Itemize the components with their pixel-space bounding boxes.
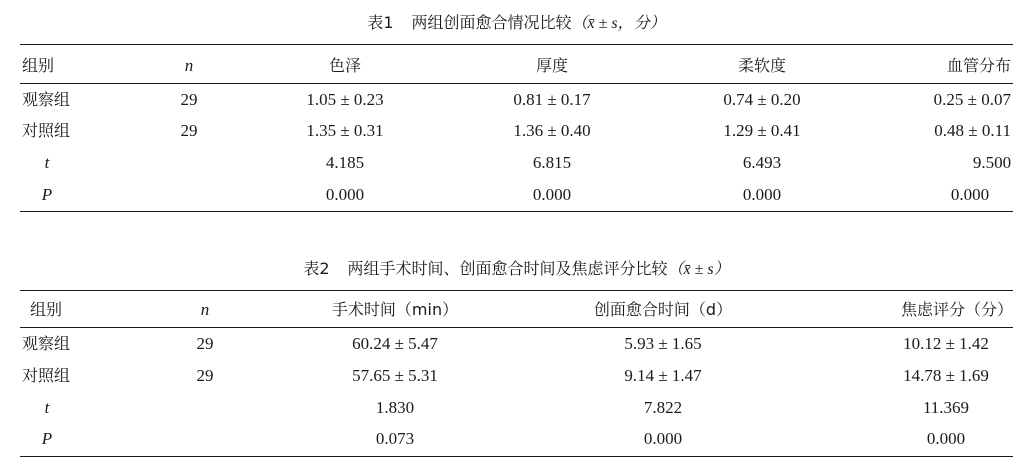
table1-title: 两组创面愈合情况比较 (411, 13, 572, 32)
table1-row-softness: 0.000 (742, 185, 782, 204)
table1-row-color: 1.35 ± 0.31 (306, 121, 384, 140)
table2-row-surgery: 60.24 ± 5.47 (352, 334, 438, 353)
table2-stat: （x̄ ± s） (667, 261, 730, 278)
table2-row-healing: 9.14 ± 1.47 (624, 366, 702, 385)
table2-row-healing: 7.822 (643, 398, 683, 417)
table1-header-group: 组别 (22, 56, 55, 75)
table1-header-softness: 柔软度 (737, 56, 787, 75)
table1-row (0, 84, 1033, 116)
table2-header-group: 组别 (30, 300, 63, 319)
table1-bottom-rule (20, 211, 1013, 212)
table2-row (0, 423, 1033, 455)
table2-row-anxiety: 0.000 (926, 429, 966, 448)
table2-row-surgery: 0.073 (375, 429, 415, 448)
table2-header-row (0, 294, 1033, 326)
table1-row-softness: 6.493 (742, 153, 782, 172)
table1-stat: （x̄ ± s，分） (571, 15, 666, 32)
table1-row-group: 对照组 (22, 121, 71, 140)
table1-row-color: 0.000 (325, 185, 365, 204)
table1-row (0, 147, 1033, 179)
table2-row-n: 29 (196, 366, 214, 385)
table2-row-group: t (44, 398, 50, 417)
table2-row-group: P (41, 429, 53, 448)
table1-header-color: 色泽 (328, 56, 362, 75)
table1-row-color: 1.05 ± 0.23 (306, 90, 384, 109)
table2-row (0, 328, 1033, 360)
table2-title: 两组手术时间、创面愈合时间及焦虑评分比较 (347, 259, 668, 278)
table2-row-surgery: 1.830 (375, 398, 415, 417)
table2-number: 表2 (303, 259, 330, 278)
table2-row-anxiety: 10.12 ± 1.42 (903, 334, 989, 353)
table2-row-group: 观察组 (22, 334, 71, 353)
table1-row-thickness: 0.000 (532, 185, 572, 204)
table1-row-vessel: 9.500 (972, 153, 1012, 172)
table1-row-group: t (44, 153, 50, 172)
table1-header-n: n (184, 56, 194, 75)
table1-row-vessel: 0.000 (950, 185, 990, 204)
table2-top-rule (20, 290, 1013, 291)
table2-bottom-rule (20, 456, 1013, 457)
table1-row (0, 115, 1033, 147)
table1-caption (0, 10, 1033, 33)
table1-header-vessel: 血管分布 (946, 56, 1011, 75)
table1-header-thickness: 厚度 (535, 56, 569, 75)
table2-header-n: n (200, 300, 210, 319)
table2-row-anxiety: 14.78 ± 1.69 (903, 366, 989, 385)
table1-header-row (0, 50, 1033, 82)
table2-row (0, 392, 1033, 424)
table1-top-rule (20, 44, 1013, 45)
table2-row-healing: 0.000 (643, 429, 683, 448)
table1-row-softness: 0.74 ± 0.20 (723, 90, 801, 109)
table2-row (0, 360, 1033, 392)
table1-row-thickness: 0.81 ± 0.17 (513, 90, 591, 109)
table1-row-thickness: 1.36 ± 0.40 (513, 121, 591, 140)
table1-row-n: 29 (180, 121, 198, 140)
table1-row-group: 观察组 (22, 90, 71, 109)
table2-header-anxiety: 焦虑评分（分） (900, 300, 1013, 319)
table1-row-n: 29 (180, 90, 198, 109)
table2-row-surgery: 57.65 ± 5.31 (352, 366, 438, 385)
table2-row-healing: 5.93 ± 1.65 (624, 334, 702, 353)
table2-row-n: 29 (196, 334, 214, 353)
table1-row-group: P (41, 185, 53, 204)
table1-row-vessel: 0.48 ± 0.11 (934, 121, 1011, 140)
table1-number: 表1 (367, 13, 394, 32)
table1-row (0, 179, 1033, 211)
table2-header-healing: 创面愈合时间（d） (593, 300, 733, 319)
table1-row-softness: 1.29 ± 0.41 (723, 121, 801, 140)
table2-row-anxiety: 11.369 (922, 398, 970, 417)
table1-row-color: 4.185 (325, 153, 365, 172)
table2-caption (0, 256, 1033, 279)
table2-header-surgery: 手术时间（min） (331, 300, 459, 319)
table2-row-group: 对照组 (22, 366, 71, 385)
table1-row-thickness: 6.815 (532, 153, 572, 172)
table1-row-vessel: 0.25 ± 0.07 (933, 90, 1011, 109)
